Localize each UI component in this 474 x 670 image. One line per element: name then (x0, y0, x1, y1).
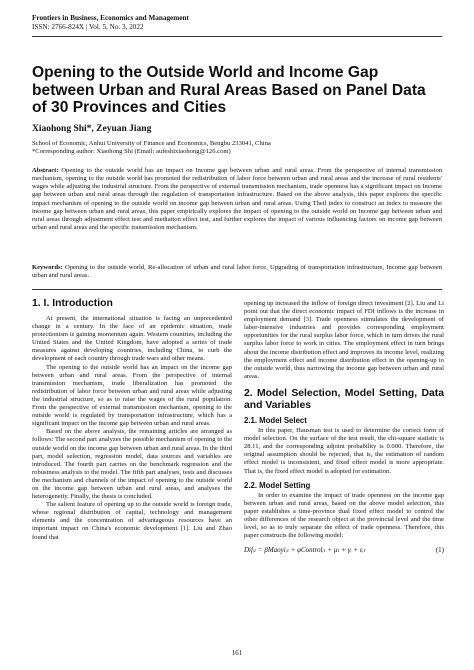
author-list: Xiaohong Shi*, Zeyuan Jiang (32, 124, 152, 134)
page-number: 161 (231, 650, 243, 657)
intro-paragraph-4: The salient feature of opening up to the outside world is foreign trade, whose regional distribution of capital, technology and management elements and the concentration of advantageous resources have an important impact on China's economic development [1]. Liu and Zhao found that (32, 501, 232, 541)
intro-paragraph-3: Based on the above analysis, the remaining articles are arranged as follows: The second part analyzes the possible mechanism of opening to the outside world on the income gap between urban and rural areas. In the third part, model selection, regression model, data sources and variables are introduced. The fourth part carries on the benchmark regression and the robustness analysis to the model. The fifth part analyses, tests and discusses the mechanism and channels of the impact of opening to the outside world on the income gap between urban and rural areas, and analyses the heterogeneity. Finally, the thesis is concluded. (32, 428, 232, 501)
equation-1 (244, 546, 444, 554)
journal-name: Frontiers in Business, Economics and Management (32, 14, 189, 22)
abstract-text: Opening to the outside world has an impact on Income gap between urban and rural areas. From the perspective of internal transmission mechanism, opening to the outside world has promoted the redistribution of labor force between urban and rural areas and the increase of rural residents' wages while adjusting the industrial structure. From the perspective of external transmission mechanism, trade openness has a significant impact on Income gap between urban and rural areas through the regulation of transportation infrastructure. Based on the above analysis, this paper explores the specific impact mechanism of opening to the outside world on income gap between urban and rural areas. Using Theil index to construct an index to measure the income gap between urban and rural areas, this paper empirically explores the impact of opening to the outside world on Income gap between urban and rural areas through adjustment effect test and mediation effect test, and further explores the impact of various influencing factors on income gap between urban and rural areas and the specific transmission mechanism. (32, 167, 442, 232)
affiliation: School of Economic, Anhui University of Finance and Economics, Bengbu 233041, China (32, 140, 271, 147)
affiliation-block (32, 140, 442, 157)
section-2-2-heading: 2.2. Model Setting (244, 480, 311, 490)
model-select-paragraph: In this paper, Hausman test is used to determine the correct form of model selection. On the surface of the test result, the chi-square statistic is 28.11, and the corresponding adjoint probability is 0.000. Therefore, the original assumption should be rejected, that is, the estimation of random effect model is inconsistent, and fixed effect model is more appropriate. That is, the fixed effect model is adopted for estimation. (244, 427, 444, 475)
journal-issn: ISSN: 2766-824X | Vol. 5, No. 3, 2022 (32, 23, 144, 31)
intro-continued: opening up increased the inflow of foreign direct investment [2]. Liu and Li point out that the direct economic impact of FDI inflows is the increase in employment demand [3]. Trade openness stimulates the development of labor-intensive industries and provides corresponding employment opportunities for the rural surplus labor force, which in turn drives the rural surplus labor force to work in cities. The employment effect in turn brings about the income distribution effect and improves its income level, realizing the employment effect and income distribution effect in the opening-up to the outside world, thus narrowing the income gap between urban and rural areas. (244, 300, 444, 380)
left-column (32, 298, 232, 542)
keywords-rule (32, 289, 442, 290)
paper-title: Opening to the Outside World and Income Gap between Urban and Rural Areas Based on Panel Data of 30 Provinces and Cities (32, 64, 426, 116)
intro-paragraph-2: The opening to the outside world has an impact on the income gap between urban and rural areas. From the perspective of internal transmission mechanism, trade liberalization has promoted the redistribution of labor force between urban and rural areas while adjusting the industrial structure, so as to raise the wages of the rural population. From the perspective of external transmission mechanism, opening to the outside world is regulated by transportation infrastructure, which has a significant impact on the income gap between urban and rural areas. (32, 363, 232, 428)
section-1-heading: 1. I. Introduction (32, 298, 113, 309)
right-column (244, 300, 444, 554)
section-2-heading: 2. Model Selection, Model Setting, Data and Variables (244, 387, 444, 411)
model-setting-paragraph: In order to examine the impact of trade openness on the income gap between urban and rural areas, based on the above model selection, this paper establishes a time-province dual fixed effect model to control the other differences of the research object at the provincial level and the time level, so as to truly separate the effect of trade openness. Therefore, this paper constructs the following model: (244, 491, 444, 540)
intro-paragraph-1: At present, the international situation is facing an unprecedented change in a century. In the face of an epidemic situation, trade protectionism is gaining momentum again. Western countries, including the United States and the United Kingdom, have adopted a series of trade measures against developing countries, including China, to curb the development of each country through trade wars and other means. (32, 315, 232, 363)
keywords-text: Opening to the outside world, Re-allocation of urban and rural labor force, Upgrading of transportation infrastructure, Income gap between urban and rural areas. (32, 264, 442, 280)
corresponding-author: *Corresponding author: Xiaohong Shi (Email: aufeshixiaohong@126.com) (32, 148, 231, 156)
journal-header (32, 14, 189, 32)
header-rule (32, 36, 442, 37)
equation-body: Difᵢₜ = βMaoyiᵢₜ + φControlᵢₜ + μₜ + γᵢ + εᵢₜ (244, 546, 366, 555)
keywords-label: Keywords: (32, 264, 63, 271)
equation-number: (1) (435, 546, 444, 555)
keywords (32, 264, 442, 280)
section-2-1-heading: 2.1. Model Select (244, 415, 307, 425)
abstract-label: Abstract: (32, 167, 59, 174)
abstract (32, 167, 442, 232)
